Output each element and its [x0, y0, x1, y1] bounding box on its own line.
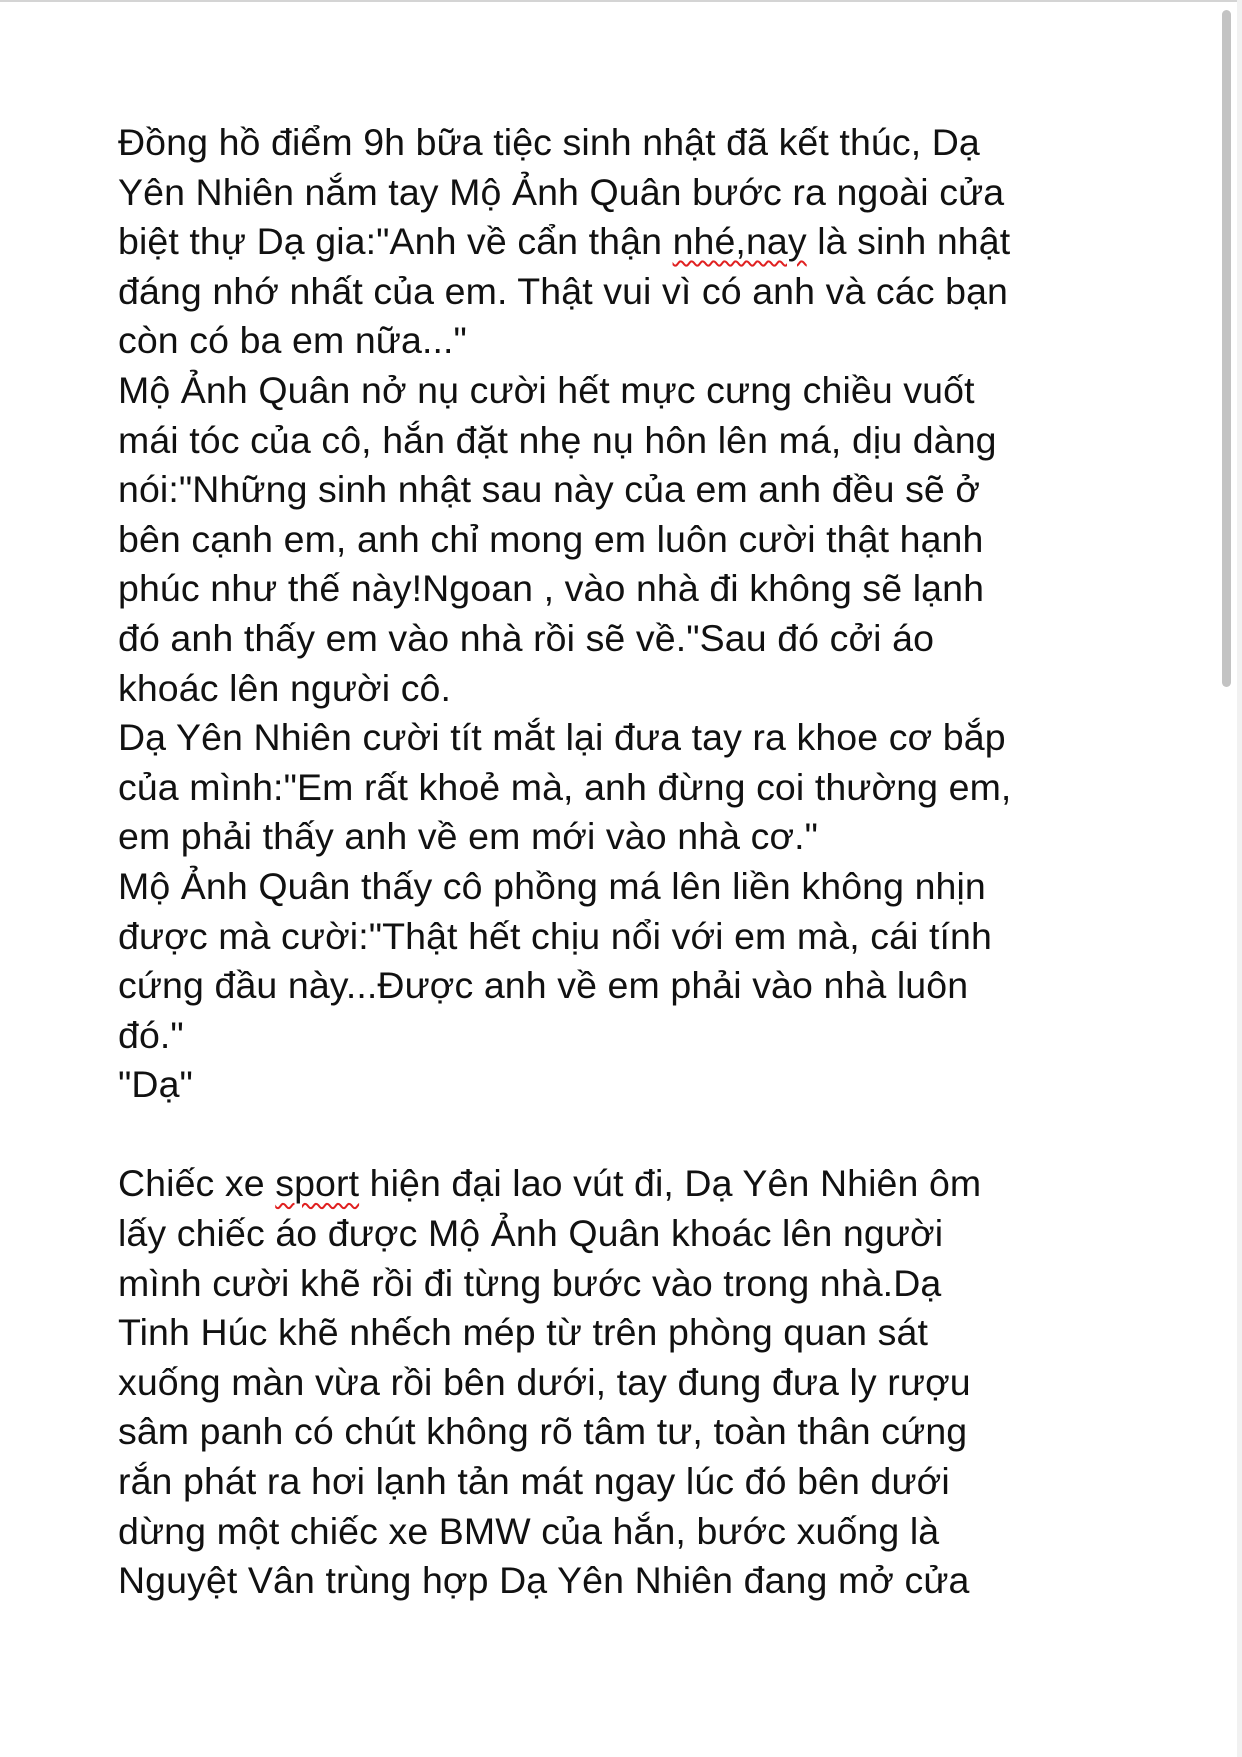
document-line — [118, 1259, 1128, 1309]
document-line — [118, 1308, 1128, 1358]
document-line — [118, 1159, 1128, 1209]
document-line — [118, 664, 1128, 714]
document-line — [118, 1209, 1128, 1259]
document-line — [118, 267, 1128, 317]
document-line — [118, 1507, 1128, 1557]
text-run: phúc như thế này!Ngoan , vào nhà đi không sẽ lạnh — [118, 567, 985, 610]
text-run: rắn phát ra hơi lạnh tản mát ngay lúc đó bên dưới — [118, 1460, 950, 1503]
text-run: hiện đại lao vút đi, Dạ Yên Nhiên ôm — [359, 1162, 982, 1205]
text-run: lấy chiếc áo được Mộ Ảnh Quân khoác lên người — [118, 1212, 944, 1255]
spellcheck-flagged-word[interactable]: sport — [275, 1162, 360, 1205]
document-line — [118, 168, 1128, 218]
text-run: cứng đầu này...Được anh về em phải vào nhà luôn — [118, 964, 969, 1007]
text-run: được mà cười:"Thật hết chịu nổi với em mà, cái tính — [118, 914, 992, 957]
text-run: "Dạ" — [118, 1063, 193, 1106]
document-line — [118, 1407, 1128, 1457]
text-run: Mộ Ảnh Quân thấy cô phồng má lên liền không nhịn — [118, 864, 986, 907]
document-line — [118, 515, 1128, 565]
document-line — [118, 416, 1128, 466]
document-line — [118, 862, 1128, 912]
document-line — [118, 1011, 1128, 1061]
text-run: dừng một chiếc xe BMW của hắn, bước xuống là — [118, 1509, 940, 1552]
text-run: khoác lên người cô. — [118, 666, 452, 709]
document-body[interactable] — [118, 118, 1128, 1606]
text-run: Mộ Ảnh Quân nở nụ cười hết mực cưng chiều vuốt — [118, 368, 975, 411]
document-line — [118, 217, 1128, 267]
text-run: của mình:"Em rất khoẻ mà, anh đừng coi thường em, — [118, 765, 1012, 808]
text-run: xuống màn vừa rồi bên dưới, tay đung đưa ly rượu — [118, 1360, 971, 1403]
text-run: đó anh thấy em vào nhà rồi sẽ về."Sau đó cởi áo — [118, 616, 935, 659]
document-line — [118, 1060, 1128, 1110]
document-line — [118, 366, 1128, 416]
text-run: Yên Nhiên nắm tay Mộ Ảnh Quân bước ra ngoài cửa — [118, 170, 1005, 213]
document-line — [118, 912, 1128, 962]
document-line — [118, 713, 1128, 763]
document-blank-line — [118, 1110, 1128, 1160]
text-run: em phải thấy anh về em mới vào nhà cơ." — [118, 815, 819, 858]
document-line — [118, 961, 1128, 1011]
page-right-edge — [1237, 0, 1242, 1757]
document-line — [118, 614, 1128, 664]
document-line — [118, 763, 1128, 813]
document-line — [118, 465, 1128, 515]
text-run: Đồng hồ điểm 9h bữa tiệc sinh nhật đã kết thúc, Dạ — [118, 121, 980, 163]
document-line — [118, 1457, 1128, 1507]
text-run: biệt thự Dạ gia:"Anh về cẩn thận — [118, 220, 673, 263]
document-line — [118, 118, 1128, 168]
document-line — [118, 812, 1128, 862]
text-run: Tinh Húc khẽ nhếch mép từ trên phòng quan sát — [118, 1311, 928, 1354]
document-line — [118, 1358, 1128, 1408]
document-line — [118, 564, 1128, 614]
spellcheck-flagged-word[interactable]: nhé,nay — [672, 220, 807, 263]
text-run: Chiếc xe — [118, 1162, 276, 1205]
document-line — [118, 316, 1128, 366]
document-line — [118, 1556, 1128, 1606]
text-run: Dạ Yên Nhiên cười tít mắt lại đưa tay ra khoe cơ bắp — [118, 716, 1006, 759]
text-run: Nguyệt Vân trùng hợp Dạ Yên Nhiên đang mở cửa — [118, 1559, 970, 1602]
text-run: còn có ba em nữa..." — [118, 319, 467, 362]
text-run: bên cạnh em, anh chỉ mong em luôn cười thật hạnh — [118, 517, 984, 560]
text-run: nói:"Những sinh nhật sau này của em anh đều sẽ ở — [118, 468, 981, 511]
text-run: mái tóc của cô, hắn đặt nhẹ nụ hôn lên má, dịu dàng — [118, 418, 997, 461]
text-run: mình cười khẽ rồi đi từng bước vào trong nhà.Dạ — [118, 1261, 942, 1304]
text-run: đáng nhớ nhất của em. Thật vui vì có anh và các bạn — [118, 269, 1008, 312]
text-run: đó." — [118, 1013, 184, 1056]
page-top-border — [0, 0, 1242, 2]
text-run: là sinh nhật — [806, 220, 1011, 263]
vertical-scrollbar-thumb[interactable] — [1222, 10, 1231, 687]
text-run: sâm panh có chút không rõ tâm tư, toàn thân cứng — [118, 1410, 968, 1453]
